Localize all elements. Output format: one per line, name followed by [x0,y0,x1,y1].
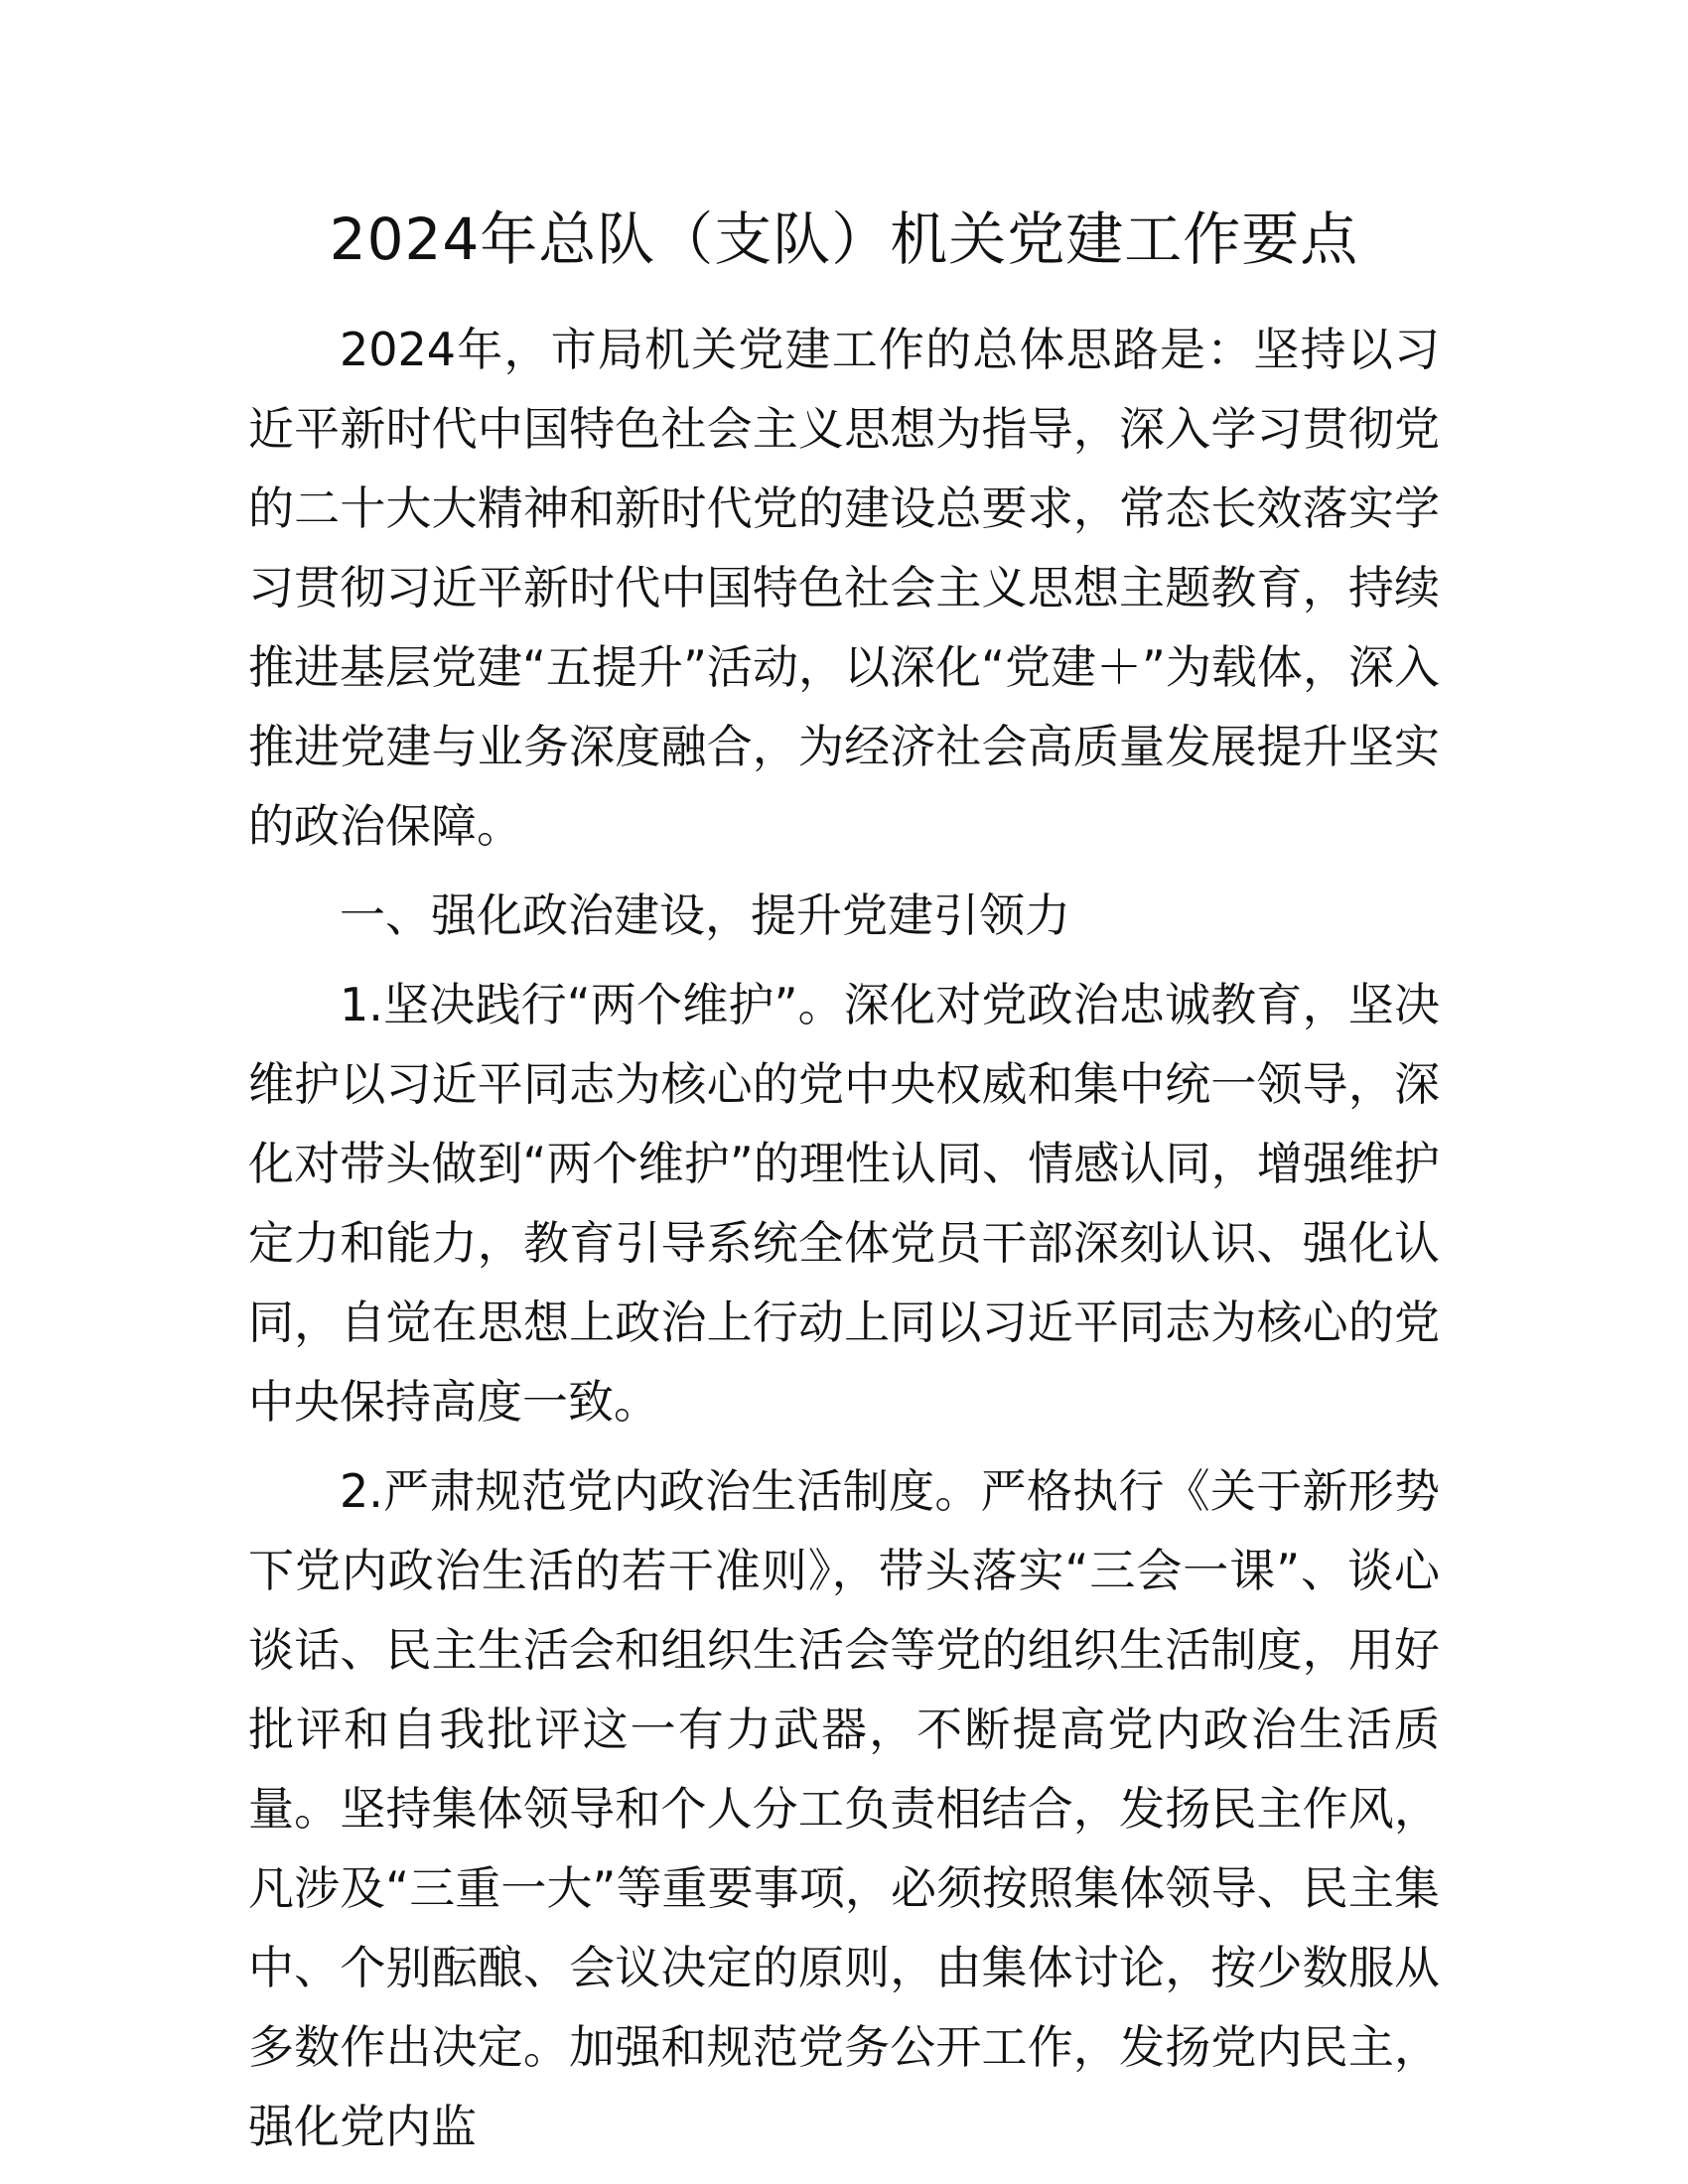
intro-paragraph: 2024年，市局机关党建工作的总体思路是：坚持以习近平新时代中国特色社会主义思想为指导，深入学习贯彻党的二十大大精神和新时代党的建设总要求，常态长效落实学习贯彻习近平新时代中国特色社会主义思想主题教育，持续推进基层党建“五提升”活动，以深化“党建＋”为载体，深入推进党建与业务深度融合，为经济社会高质量发展提升坚实的政治保障。 [248,323,1440,853]
section-heading: 一、强化政治建设，提升党建引领力 [340,888,1070,942]
item-paragraph-2: 2.严肃规范党内政治生活制度。严格执行《关于新形势下党内政治生活的若干准则》，带头落实“三会一课”、谈心谈话、民主生活会和组织生活会等党的组织生活制度，用好批评和自我批评这一有力武器，不断提高党内政治生活质量。坚持集体领导和个人分工负责相结合，发扬民主作风，凡涉及“三重一大”等重要事项，必须按照集体领导、民主集中、个别酝酿、会议决定的原则，由集体讨论，按少数服从多数作出决定。加强和规范党务公开工作，发扬党内民主，强化党内监 [248,1464,1440,2153]
item-paragraph-1: 1.坚决践行“两个维护”。深化对党政治忠诚教育，坚决维护以习近平同志为核心的党中央权威和集中统一领导，深化对带头做到“两个维护”的理性认同、情感认同，增强维护定力和能力，教育引导系统全体党员干部深刻认识、强化认同，自觉在思想上政治上行动上同以习近平同志为核心的党中央保持高度一致。 [248,978,1440,1429]
document-body [248,310,1440,2166]
document-title: 2024年总队（支队）机关党建工作要点 [329,205,1359,273]
